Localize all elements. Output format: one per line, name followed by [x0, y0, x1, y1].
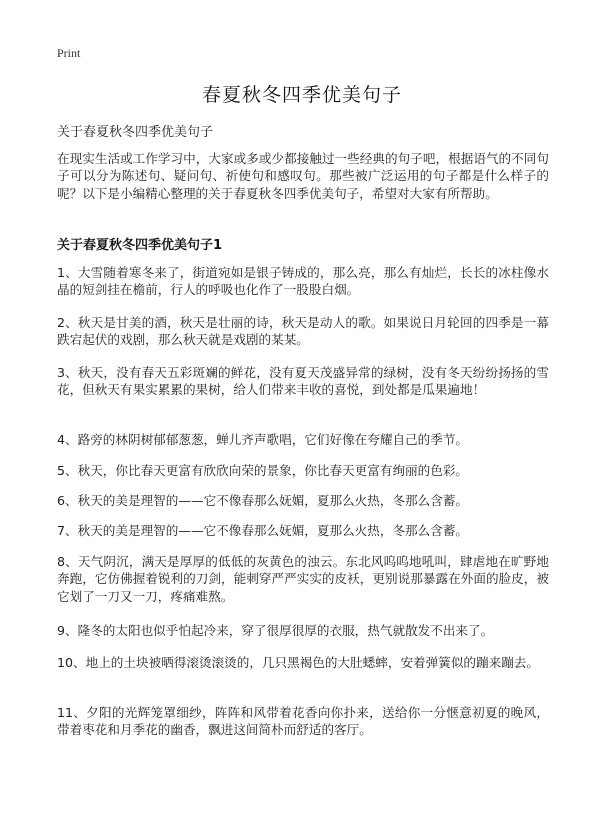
sentence-item-6: 6、秋天的美是理智的——它不像春那么妩媚，夏那么火热，冬那么含蓄。 [57, 493, 469, 508]
section-heading: 关于春夏秋冬四季优美句子1 [57, 238, 223, 253]
intro-paragraph: 在现实生活或工作学习中，大家或多或少都接触过一些经典的句子吧，根据语气的不同句子可以分为陈述句、疑问句、祈使句和感叹句。那些被广泛运用的句子都是什么样子的呢？以下是小编精心整理的关于春夏秋冬四季优美句子，希望对大家有所帮助。 [57, 151, 549, 201]
sentence-item-5: 5、秋天，你比春天更富有欣欣向荣的景象，你比春天更富有绚丽的色彩。 [57, 463, 469, 478]
sentence-item-9: 9、隆冬的太阳也似乎怕起冷来，穿了很厚很厚的衣服，热气就散发不出来了。 [57, 623, 494, 638]
sentence-item-11: 11、夕阳的光辉笼罩细纱，阵阵和风带着花香向你扑来，送给你一分惬意初夏的晚风，带着枣花和月季花的幽香，飘进这间简朴而舒适的客厅。 [57, 705, 549, 738]
sentence-item-4: 4、路旁的林阴树郁郁葱葱，蝉儿齐声歌唱，它们好像在夸耀自己的季节。 [57, 432, 469, 447]
print-label: Print [57, 46, 81, 60]
sentence-item-2: 2、秋天是甘美的酒，秋天是壮丽的诗，秋天是动人的歌。如果说日月轮回的四季是一幕跌宕起伏的戏剧，那么秋天就是戏剧的某某。 [57, 315, 549, 348]
document-title: 春夏秋冬四季优美句子 [201, 84, 402, 106]
sentence-item-1: 1、大雪随着寒冬来了，街道宛如是银子铸成的，那么亮，那么有灿烂，长长的冰柱像水晶的短剑挂在檐前，行人的呼吸也化作了一股股白烟。 [57, 265, 549, 298]
sentence-item-3: 3、秋天，没有春天五彩斑斓的鲜花，没有夏天茂盛异常的绿树，没有冬天纷纷扬扬的雪花，但秋天有果实累累的果树，给人们带来丰收的喜悦，到处都是瓜果遍地！ [57, 365, 549, 398]
sentence-item-10: 10、地上的土块被晒得滚烫滚烫的，几只黑褐色的大肚蟋蟀，安着弹簧似的蹦来蹦去。 [57, 655, 539, 670]
document-subtitle: 关于春夏秋冬四季优美句子 [57, 125, 214, 140]
sentence-item-7: 7、秋天的美是理智的——它不像春那么妩媚，夏那么火热，冬那么含蓄。 [57, 523, 469, 538]
sentence-item-8: 8、天气阴沉，满天是厚厚的低低的灰黄色的浊云。东北风呜呜地吼叫，肆虐地在旷野地奔跑，它仿佛握着锐利的刀剑，能刺穿严严实实的皮袄，更别说那暴露在外面的脸皮，被它划了一刀又一刀，疼痛难熬。 [57, 554, 549, 604]
